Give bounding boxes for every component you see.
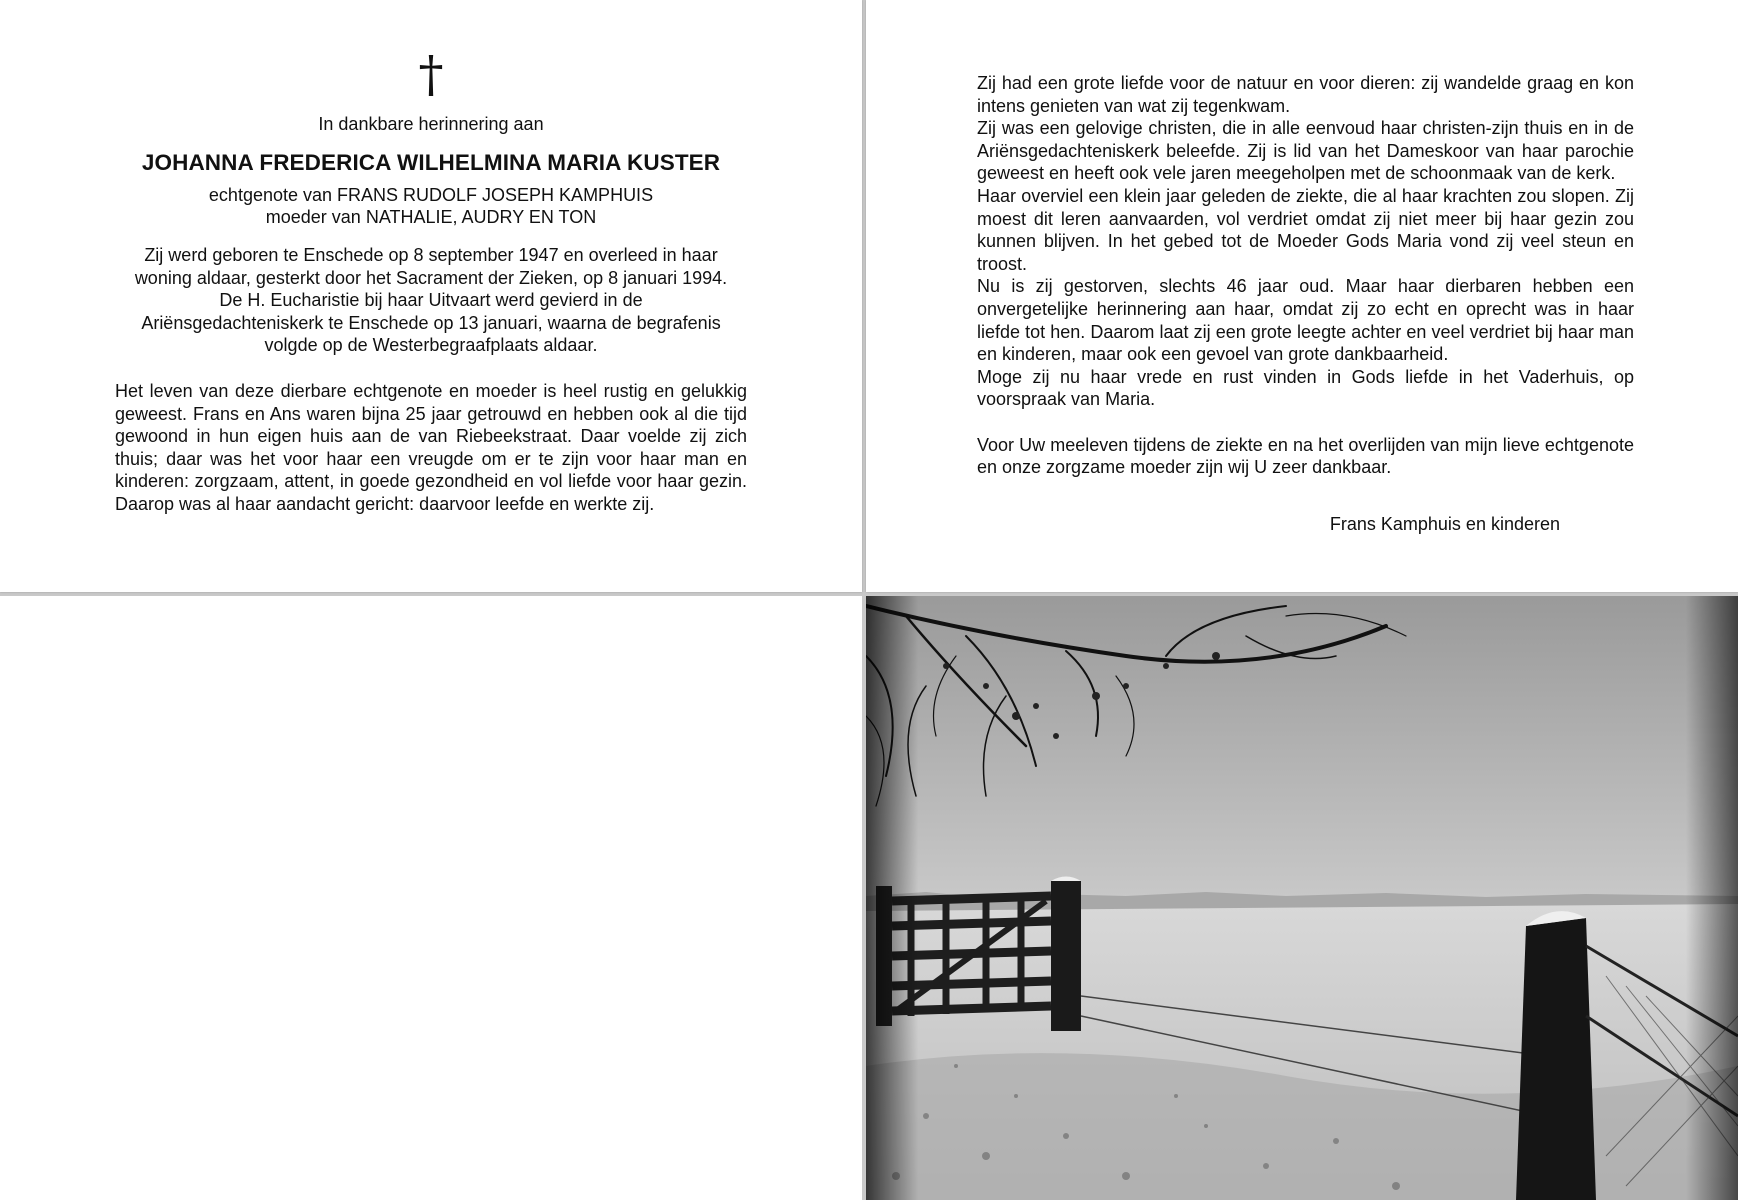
card-page-left	[0, 0, 862, 592]
card-photo	[866, 596, 1738, 1200]
intro-line: In dankbare herinnering aan	[318, 114, 544, 134]
life-text: Het leven van deze dierbare echtgenote en moeder is heel rustig en gelukkig geweest. Frans en Ans waren bijna 25 jaar getrouwd en hebben ook al die tijd gewoond in hun eigen huis aan de van Riebeekstraat. Daar voelde zij zich thuis; daar was het voor haar een vreugde om er te zijn voor haar man en kinderen: zorgzaam, attent, in goede gezondheid en vol liefde voor haar gezin. Daarop was al haar aandacht gericht: daarvoor leefde en werkte zij.	[115, 381, 747, 514]
birth-line: De H. Eucharistie bij haar Uitvaart werd gevierd in de	[219, 290, 643, 311]
relations	[0, 184, 862, 228]
paragraph: Nu is zij gestorven, slechts 46 jaar oud. Maar haar dierbaren hebben een onvergetelijke herinnering aan haar, omdat zij zo echt en oprecht was in haar liefde tot hen. Daarom laat zij een grote leegte achter en veel verdriet bij haar man en kinderen, maar ook een gevoel van grote dankbaarheid.	[977, 276, 1634, 365]
deceased-name: JOHANNA FREDERICA WILHELMINA MARIA KUSTER	[141, 150, 721, 175]
birth-death-text	[0, 244, 862, 357]
paragraph: Moge zij nu haar vrede en rust vinden in Gods liefde in het Vaderhuis, op voorspraak van Maria.	[977, 366, 1634, 410]
cross-icon: †	[418, 45, 444, 103]
mother-line: moeder van NATHALIE, AUDRY EN TON	[265, 207, 597, 227]
signature: Frans Kamphuis en kinderen	[1329, 514, 1560, 534]
spouse-line: echtgenote van FRANS RUDOLF JOSEPH KAMPHUIS	[208, 185, 654, 205]
birth-line: Zij werd geboren te Enschede op 8 september 1947 en overleed in haar	[144, 245, 718, 265]
memorial-text	[977, 72, 1634, 479]
card-back-blank	[0, 596, 862, 1200]
birth-line: Ariënsgedachteniskerk te Enschede op 13 januari, waarna de begrafenis	[141, 312, 721, 333]
paragraph: Zij had een grote liefde voor de natuur en voor dieren: zij wandelde graag en kon intens genieten van wat zij tegenkwam.	[977, 73, 1634, 116]
card-page-right	[866, 0, 1738, 592]
paragraph: Haar overviel een klein jaar geleden de ziekte, die al haar krachten zou slopen. Zij moest dit leren aanvaarden, vol verdriet omdat zij niet meer bij haar gezin zou kunnen blijven. In het gebed tot de Moeder Gods Maria vond zij veel steun en troost.	[977, 185, 1634, 274]
birth-line: woning aldaar, gesterkt door het Sacrament der Zieken, op 8 januari 1994.	[134, 267, 728, 288]
paragraph: Zij was een gelovige christen, die in alle eenvoud haar christen-zijn thuis en in de Ariënsgedachteniskerk beleefde. Zij is lid van het Dameskoor van haar parochie geweest en heeft ook vele jaren meegeholpen met de schoonmaak van de kerk.	[977, 118, 1634, 184]
thanks-paragraph: Voor Uw meeleven tijdens de ziekte en na het overlijden van mijn lieve echtgenote en onze zorgzame moeder zijn wij U zeer dankbaar.	[977, 434, 1634, 478]
snowy-field-with-gate-icon	[866, 596, 1738, 1200]
birth-line: volgde op de Westerbegraafplaats aldaar.	[264, 335, 598, 356]
